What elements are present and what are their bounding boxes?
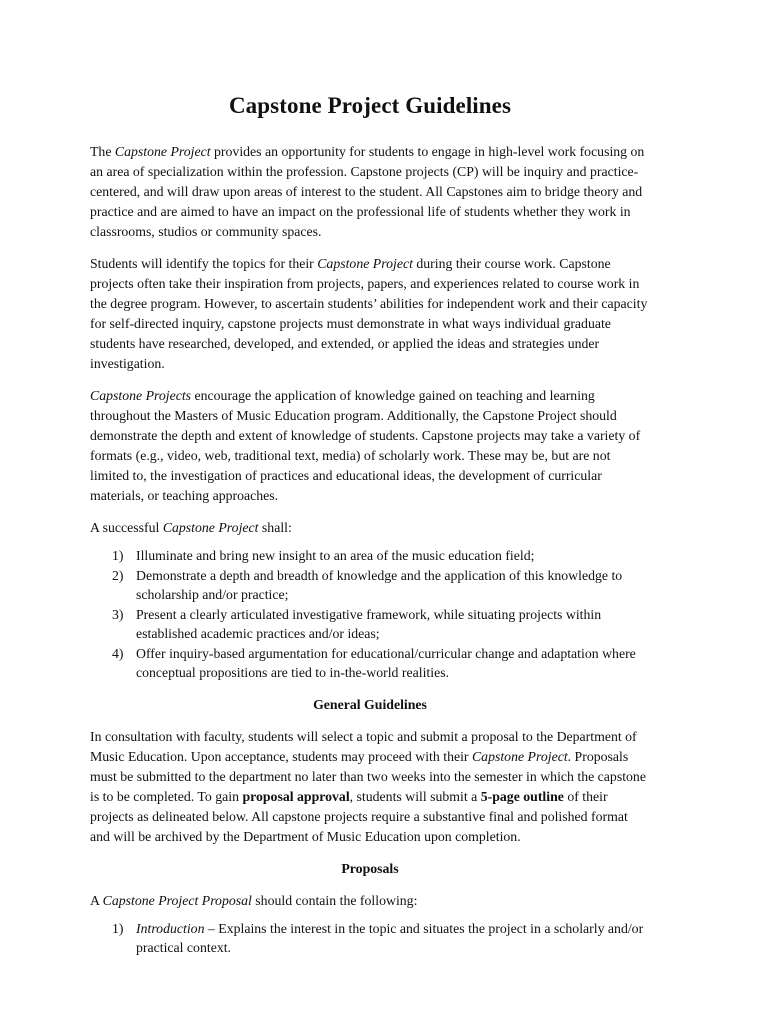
paragraph-consultation: In consultation with faculty, students will select a topic and submit a proposal to the Department of Music Education. Upon acceptance, students may proceed with their Capstone Project. Proposals must be submitted to the department no later than two weeks into the semester in which the capstone is to be completed. To gain proposal approval, students will submit a 5-page outline of their projects as delineated below. All capstone projects require a substantive final and polished format and will be archived by the Department of Music Education upon completion. <box>90 728 646 844</box>
document-body <box>90 92 650 970</box>
paragraph-topics: Students will identify the topics for their Capstone Project during their course work. Capstone projects often take their inspiration from projects, papers, and experiences related to course work in the degree program. However, to ascertain students’ abilities for independent work and their capacity for self-directed inquiry, capstone projects must demonstrate in what ways individual graduate students have researched, developed, and extended, or applied the ideas and strategies under investigation. <box>90 256 648 371</box>
paragraph-successful: A successful Capstone Project shall: <box>90 520 292 535</box>
page-title: Capstone Project Guidelines <box>228 93 512 118</box>
proposal-list <box>90 919 650 958</box>
paragraph-proposal-contents: A Capstone Project Proposal should contain the following: <box>90 892 418 908</box>
list-item: 1) Introduction – Explains the interest in the topic and situates the project in a scholarly and/or practical context. <box>112 920 644 955</box>
paragraph-intro: The Capstone Project provides an opportunity for students to engage in high-level work focusing on an area of specialization within the profession. Capstone projects (CP) will be inquiry and practice-centered, and will draw upon areas of interest to the student. All Capstones aim to bridge theory and practice and are aimed to have an impact on the professional life of students whether they work in classrooms, studios or community spaces. <box>90 144 645 239</box>
paragraph-application: Capstone Projects encourage the application of knowledge gained on teaching and learning throughout the Masters of Music Education program. Additionally, the Capstone Project should demonstrate the depth and extent of knowledge of students. Capstone projects may take a variety of formats (e.g., video, web, traditional text, media) of scholarly work. These may be, but are not limited to, the investigation of practices and educational ideas, the development of curricular materials, or teaching approaches. <box>90 388 641 503</box>
list-item: 1) Illuminate and bring new insight to an area of the music education field; <box>112 548 535 563</box>
section-heading-general: General Guidelines <box>313 696 427 712</box>
list-item: 4) Offer inquiry-based argumentation for educational/curricular change and adaptation where conceptual propositions are tied to in-the-world realities. <box>112 645 636 680</box>
list-item: 3) Present a clearly articulated investigative framework, while situating projects within established academic practices and/or ideas; <box>112 606 602 641</box>
section-heading-proposals: Proposals <box>341 860 399 876</box>
criteria-list <box>90 546 650 683</box>
list-item: 2) Demonstrate a depth and breadth of knowledge and the application of this knowledge to scholarship and/or practice; <box>112 567 623 602</box>
